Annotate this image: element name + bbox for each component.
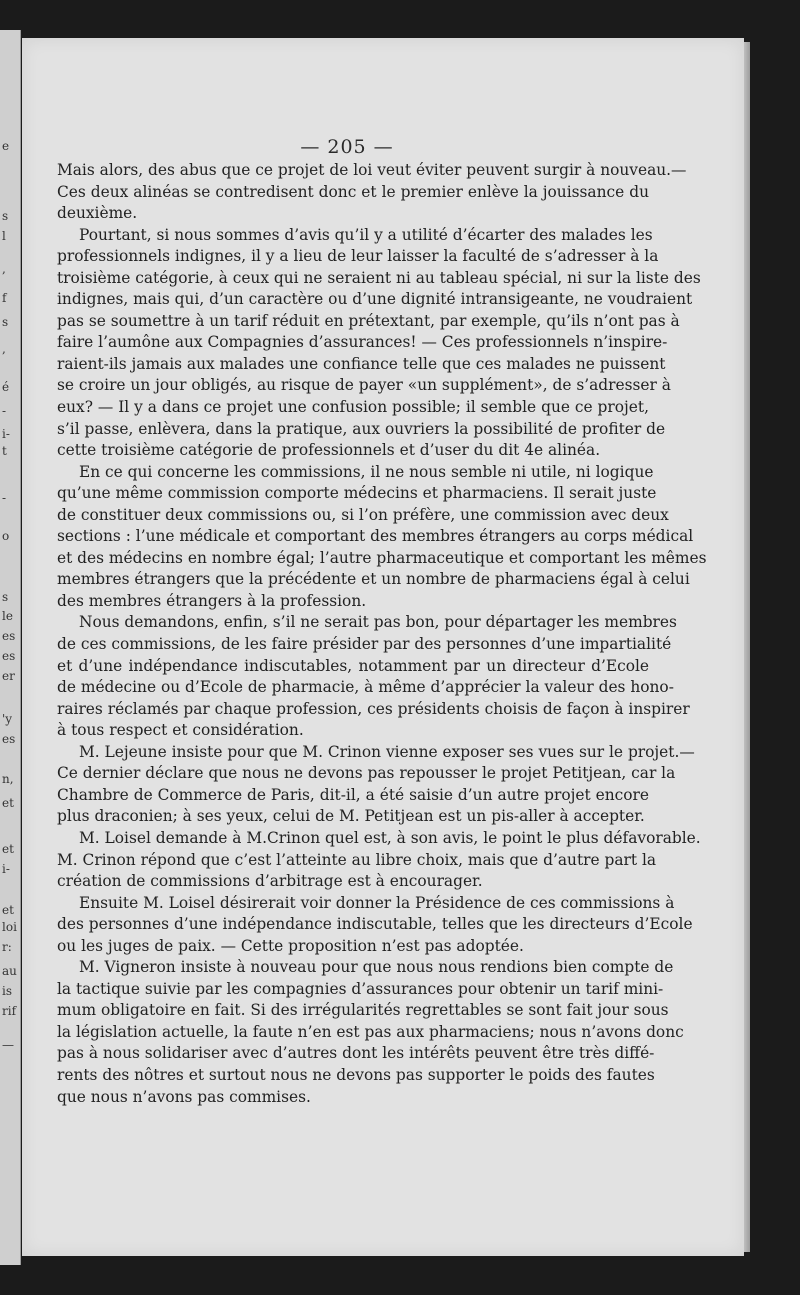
margin-fragment: es xyxy=(2,649,16,663)
text-line: se croire un jour obligés, au risque de payer «un supplément», de s’adresser à xyxy=(57,376,671,395)
text-line: rents des nôtres et surtout nous ne devons pas supporter le poids des fautes xyxy=(57,1065,655,1084)
text-line: raires réclamés par chaque profession, ces présidents choisis de façon à inspirer xyxy=(57,699,690,718)
text-line: et des médecins en nombre égal; l’autre pharmaceutique et comportant les mêmes xyxy=(57,548,707,567)
previous-page-edge xyxy=(0,30,21,1265)
text-line: M. Loisel demande à M.Crinon quel est, à son avis, le point le plus défavorable. xyxy=(79,828,701,847)
margin-fragment: et xyxy=(2,796,14,810)
text-line: Mais alors, des abus que ce projet de loi veut éviter peuvent surgir à nouveau.— xyxy=(57,161,687,179)
margin-fragment: et xyxy=(2,903,14,917)
margin-fragment: s xyxy=(2,209,9,223)
body-text xyxy=(57,160,707,1108)
text-line: que nous n’avons pas commises. xyxy=(57,1087,311,1106)
text-line: professionnels indignes, il y a lieu de leur laisser la faculté de s’adresser à la xyxy=(57,247,659,266)
margin-fragment: es xyxy=(2,732,16,746)
text-line: pas se soumettre à un tarif réduit en prétextant, par exemple, qu’ils n’ont pas à xyxy=(57,311,680,330)
margin-fragment: loi xyxy=(2,920,17,934)
margin-fragment: r: xyxy=(2,940,12,954)
text-line: création de commissions d’arbitrage est à encourager. xyxy=(57,872,483,891)
text-line: indignes, mais qui, d’un caractère ou d’une dignité intransigeante, ne voudraient xyxy=(57,290,693,309)
text-line: des membres étrangers à la profession. xyxy=(57,591,367,610)
text-line: eux? — Il y a dans ce projet une confusion possible; il semble que ce projet, xyxy=(57,398,649,417)
margin-fragment: t xyxy=(2,444,7,458)
text-line: Ces deux alinéas se contredisent donc et le premier enlève la jouissance du xyxy=(57,182,649,201)
margin-fragment: au xyxy=(2,964,17,978)
margin-fragment: f xyxy=(2,291,7,305)
text-line: mum obligatoire en fait. Si des irrégularités regrettables se sont fait jour sous xyxy=(57,1001,669,1020)
text-line: M. Vigneron insiste à nouveau pour que nous nous rendions bien compte de xyxy=(79,958,674,977)
text-line: la législation actuelle, la faute n’en est pas aux pharmaciens; nous n’avons donc xyxy=(57,1022,684,1041)
text-line: Chambre de Commerce de Paris, dit-il, a été saisie d’un autre projet encore xyxy=(57,785,649,804)
text-line: cette troisième catégorie de professionnels et d’user du dit 4e alinéa. xyxy=(57,441,601,460)
document-page xyxy=(22,38,744,1256)
margin-fragment: , xyxy=(2,262,6,276)
text-line: M. Lejeune insiste pour que M. Crinon vienne exposer ses vues sur le projet.— xyxy=(79,742,695,761)
text-line: Nous demandons, enfin, s’il ne serait pas bon, pour départager les membres xyxy=(79,613,677,632)
margin-fragment: - xyxy=(2,404,7,418)
text-line: de médecine ou d’Ecole de pharmacie, à même d’apprécier la valeur des hono- xyxy=(57,678,674,697)
margin-fragment: rif xyxy=(2,1004,17,1018)
text-line: M. Crinon répond que c’est l’atteinte au libre choix, mais que d’autre part la xyxy=(57,850,657,869)
margin-fragment: o xyxy=(2,529,10,543)
margin-fragment: i- xyxy=(2,862,10,876)
margin-fragment: er xyxy=(2,669,15,683)
text-line: En ce qui concerne les commissions, il ne nous semble ni utile, ni logique xyxy=(79,462,654,481)
margin-fragment: et xyxy=(2,842,14,856)
margin-fragment: , xyxy=(2,342,6,356)
text-line: faire l’aumône aux Compagnies d’assurances! — Ces professionnels n’inspire- xyxy=(57,333,668,352)
text-line: ou les juges de paix. — Cette proposition n’est pas adoptée. xyxy=(57,936,524,955)
margin-fragment: e xyxy=(2,139,10,153)
margin-fragment: le xyxy=(2,609,13,623)
page-number: — 205 — xyxy=(300,136,394,158)
margin-fragment: - xyxy=(2,491,7,505)
text-line: à tous respect et considération. xyxy=(57,721,304,740)
text-line: raient-ils jamais aux malades une confiance telle que ces malades ne puissent xyxy=(57,354,666,373)
text-line: s’il passe, enlèvera, dans la pratique, aux ouvriers la possibilité de profiter de xyxy=(57,419,666,438)
margin-fragment: s xyxy=(2,315,9,329)
margin-fragment: l xyxy=(2,229,6,243)
text-line: sections : l’une médicale et comportant des membres étrangers au corps médical xyxy=(57,527,694,546)
text-line: la tactique suivie par les compagnies d’assurances pour obtenir un tarif mini- xyxy=(57,979,664,998)
text-line: pas à nous solidariser avec d’autres dont les intérêts peuvent être très diffé- xyxy=(57,1044,655,1063)
text-line: membres étrangers que la précédente et un nombre de pharmaciens égal à celui xyxy=(57,570,690,589)
text-line: Ensuite M. Loisel désirerait voir donner la Présidence de ces commissions à xyxy=(79,893,675,912)
margin-fragment: é xyxy=(2,380,10,394)
text-line: qu’une même commission comporte médecins et pharmaciens. Il serait juste xyxy=(57,484,657,503)
margin-fragment: is xyxy=(2,984,12,998)
margin-fragment: — xyxy=(2,1038,14,1052)
text-line: plus draconien; à ses yeux, celui de M. Petitjean est un pis-aller à accepter. xyxy=(57,807,645,826)
text-line: deuxième. xyxy=(57,204,138,223)
text-line: et d’une indépendance indiscutables, notamment par un directeur d’Ecole xyxy=(57,656,649,675)
text-line: de ces commissions, de les faire présider par des personnes d’une impartialité xyxy=(57,635,672,654)
text-line: des personnes d’une indépendance indiscutable, telles que les directeurs d’Ecole xyxy=(57,915,693,934)
margin-fragment: es xyxy=(2,629,16,643)
margin-fragment: 'y xyxy=(2,712,13,726)
text-line: de constituer deux commissions ou, si l’on préfère, une commission avec deux xyxy=(57,505,669,524)
margin-fragment: s xyxy=(2,590,9,604)
text-line: Ce dernier déclare que nous ne devons pas repousser le projet Petitjean, car la xyxy=(57,764,676,783)
text-line: Pourtant, si nous sommes d’avis qu’il y a utilité d’écarter des malades les xyxy=(79,225,653,244)
text-line: troisième catégorie, à ceux qui ne seraient ni au tableau spécial, ni sur la liste des xyxy=(57,268,701,287)
margin-fragment: i- xyxy=(2,427,10,441)
margin-fragment: n, xyxy=(2,772,14,786)
